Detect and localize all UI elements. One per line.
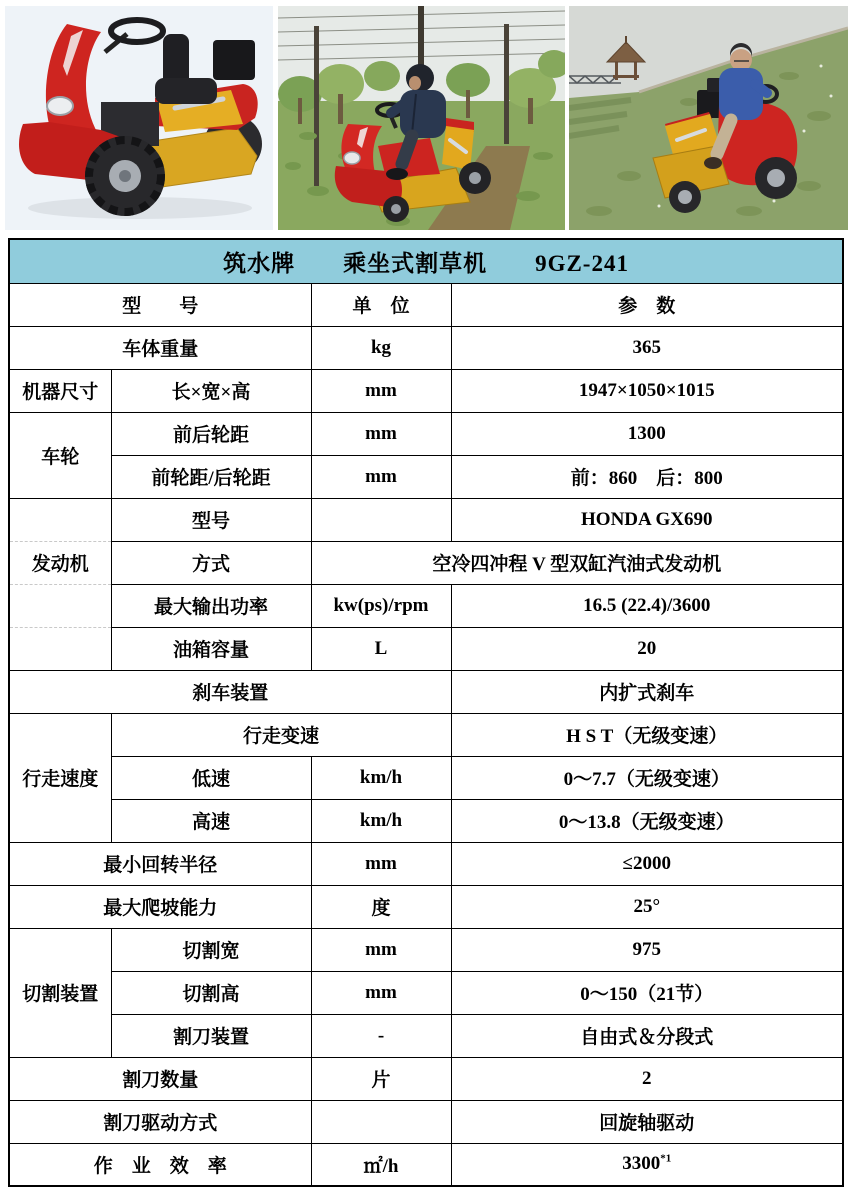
row-efficiency xyxy=(9,1143,843,1186)
dashed-divider xyxy=(10,584,111,585)
row-dimensions xyxy=(9,369,843,412)
wheel-frontrear-unit: mm xyxy=(311,412,451,455)
engine-power-value: 16.5 (22.4)/3600 xyxy=(451,584,843,627)
row-speed-low xyxy=(9,756,843,799)
row-cutting-width xyxy=(9,928,843,971)
turn-radius-label: 最小回转半径 xyxy=(9,842,311,885)
row-blade-drive xyxy=(9,1100,843,1143)
row-cutting-height xyxy=(9,971,843,1014)
dimensions-unit: mm xyxy=(311,369,451,412)
engine-power-label: 最大输出功率 xyxy=(111,584,311,627)
engine-model-unit xyxy=(311,498,451,541)
turn-radius-unit: mm xyxy=(311,842,451,885)
blade-drive-unit xyxy=(311,1100,451,1143)
blade-device-label: 割刀装置 xyxy=(111,1014,311,1057)
speed-high-value: 0～13.8（无级变速） xyxy=(451,799,843,842)
efficiency-unit: ㎡/h xyxy=(311,1143,451,1186)
row-climb xyxy=(9,885,843,928)
efficiency-value xyxy=(451,1143,843,1186)
row-engine-power xyxy=(9,584,843,627)
engine-fuel-label: 油箱容量 xyxy=(111,627,311,670)
row-speed-high xyxy=(9,799,843,842)
row-turn-radius xyxy=(9,842,843,885)
efficiency-label: 作 业 效 率 xyxy=(9,1143,311,1186)
speed-low-value: 0～7.7（无级变速） xyxy=(451,756,843,799)
row-engine-model xyxy=(9,498,843,541)
brake-value: 内扩式刹车 xyxy=(451,670,843,713)
product-photo-orchard xyxy=(278,6,565,230)
row-wheel-frontrear xyxy=(9,412,843,455)
row-speed-trans xyxy=(9,713,843,756)
photos-row xyxy=(0,6,850,230)
blade-device-value: 自由式＆分段式 xyxy=(451,1014,843,1057)
product-photo-studio xyxy=(5,6,273,230)
row-body-weight xyxy=(9,326,843,369)
col-header-unit: 单 位 xyxy=(311,283,451,326)
speed-trans-value: H S T（无级变速） xyxy=(451,713,843,756)
engine-fuel-value: 20 xyxy=(451,627,843,670)
dimensions-group: 机器尺寸 xyxy=(9,369,111,412)
cutting-group: 切割装置 xyxy=(9,928,111,1057)
product-photo-slope xyxy=(569,6,848,230)
blade-device-unit: - xyxy=(311,1014,451,1057)
engine-model-value: HONDA GX690 xyxy=(451,498,843,541)
wheel-group: 车轮 xyxy=(9,412,111,498)
efficiency-number: 3300 xyxy=(622,1153,661,1175)
cutting-width-value: 975 xyxy=(451,928,843,971)
cutting-width-unit: mm xyxy=(311,928,451,971)
dimensions-value: 1947×1050×1015 xyxy=(451,369,843,412)
wheel-frontrear-label: 前后轮距 xyxy=(111,412,311,455)
wheel-track-value: 前：860 后：800 xyxy=(451,455,843,498)
blade-drive-label: 割刀驱动方式 xyxy=(9,1100,311,1143)
table-title: 筑水牌 乘坐式割草机 9GZ-241 xyxy=(9,239,843,283)
engine-type-label: 方式 xyxy=(111,541,311,584)
row-engine-fuel xyxy=(9,627,843,670)
speed-low-label: 低速 xyxy=(111,756,311,799)
body-weight-value: 365 xyxy=(451,326,843,369)
brake-label: 刹车装置 xyxy=(9,670,451,713)
cutting-width-label: 切割宽 xyxy=(111,928,311,971)
speed-trans-label: 行走变速 xyxy=(111,713,451,756)
climb-value: 25° xyxy=(451,885,843,928)
engine-type-value: 空冷四冲程 V 型双缸汽油式发动机 xyxy=(311,541,843,584)
engine-group-cell xyxy=(9,498,111,670)
wheel-track-label: 前轮距/后轮距 xyxy=(111,455,311,498)
engine-fuel-unit: L xyxy=(311,627,451,670)
col-header-param: 参 数 xyxy=(451,283,843,326)
turn-radius-value: ≤2000 xyxy=(451,842,843,885)
blade-drive-value: 回旋轴驱动 xyxy=(451,1100,843,1143)
speed-group: 行走速度 xyxy=(9,713,111,842)
wheel-frontrear-value: 1300 xyxy=(451,412,843,455)
row-brake xyxy=(9,670,843,713)
col-header-model: 型 号 xyxy=(9,283,311,326)
blade-count-unit: 片 xyxy=(311,1057,451,1100)
speed-high-unit: km/h xyxy=(311,799,451,842)
cutting-height-unit: mm xyxy=(311,971,451,1014)
climb-unit: 度 xyxy=(311,885,451,928)
cutting-height-label: 切割高 xyxy=(111,971,311,1014)
row-blade-count xyxy=(9,1057,843,1100)
body-weight-unit: kg xyxy=(311,326,451,369)
table-title-row xyxy=(9,239,843,283)
speed-low-unit: km/h xyxy=(311,756,451,799)
body-weight-label: 车体重量 xyxy=(9,326,311,369)
blade-count-label: 割刀数量 xyxy=(9,1057,311,1100)
engine-power-unit: kw(ps)/rpm xyxy=(311,584,451,627)
spec-table xyxy=(8,238,844,1187)
dimensions-label: 长×宽×高 xyxy=(111,369,311,412)
row-blade-device xyxy=(9,1014,843,1057)
cutting-height-value: 0～150（21节） xyxy=(451,971,843,1014)
blade-count-value: 2 xyxy=(451,1057,843,1100)
speed-high-label: 高速 xyxy=(111,799,311,842)
efficiency-footnote-marker: *1 xyxy=(660,1152,672,1165)
engine-model-label: 型号 xyxy=(111,498,311,541)
dashed-divider xyxy=(10,627,111,628)
engine-group-label: 发动机 xyxy=(31,554,89,576)
wheel-track-unit: mm xyxy=(311,455,451,498)
climb-label: 最大爬坡能力 xyxy=(9,885,311,928)
row-wheel-track xyxy=(9,455,843,498)
header-row xyxy=(9,283,843,326)
row-engine-type xyxy=(9,541,843,584)
